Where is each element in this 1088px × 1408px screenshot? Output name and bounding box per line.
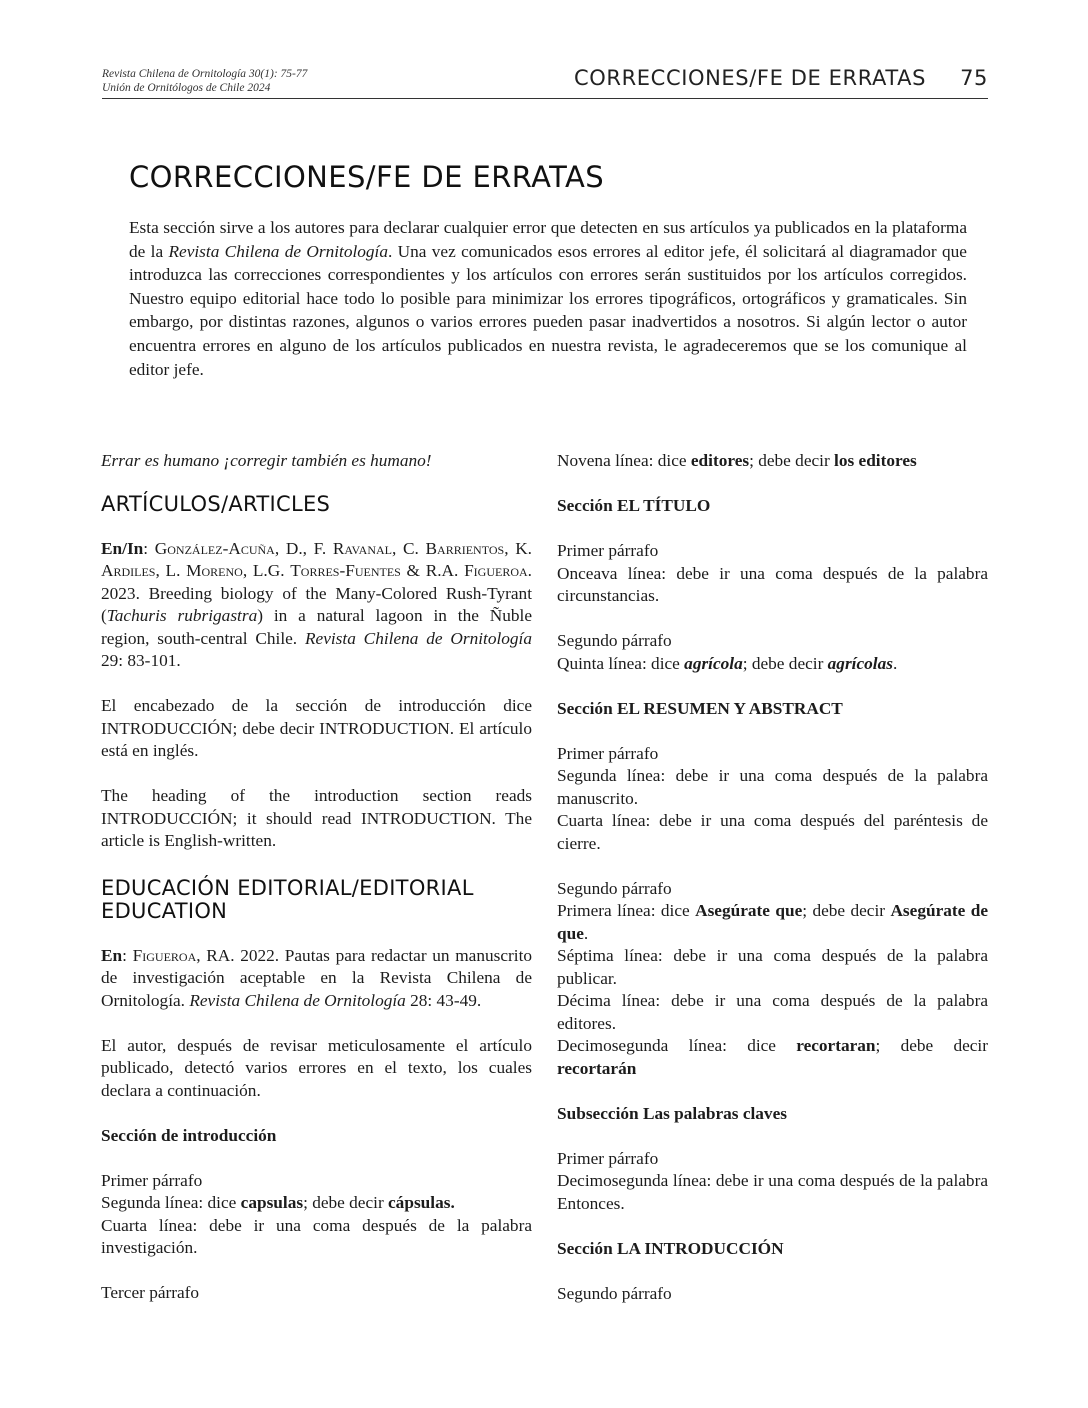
author-statement: El autor, después de revisar meticulosamente el artículo publicado, detectó varios errores en el texto, los cuales declara a continuación. bbox=[101, 1035, 532, 1100]
subheading-palabras-claves bbox=[557, 1103, 988, 1126]
correction-line: Séptima línea: debe ir una coma después de la palabra publicar. bbox=[557, 946, 988, 988]
section-heading-editorial-education: EDUCACIÓN EDITORIAL/EDITORIAL EDUCATION bbox=[101, 875, 474, 923]
running-title: CORRECCIONES/FE DE ERRATAS bbox=[574, 66, 927, 90]
correction-line bbox=[557, 1035, 988, 1080]
subheading-text: Sección EL TÍTULO bbox=[557, 496, 711, 515]
ref-text: , L. bbox=[155, 561, 187, 580]
publisher-line: Unión de Ornitólogos de Chile 2024 bbox=[102, 82, 271, 94]
ref-species: Tachuris rubrigastra bbox=[106, 606, 258, 625]
correction-text: ; debe decir bbox=[875, 1036, 988, 1055]
ref-author: Figueroa bbox=[464, 561, 528, 580]
ref-text: , L.G. bbox=[242, 561, 291, 580]
ref-text: . 2023. Breeding biology of the Many-Colored Rush-Tyrant ( bbox=[101, 561, 532, 625]
correction-wrong: agrícola bbox=[684, 653, 743, 673]
running-header-title bbox=[574, 66, 988, 90]
ref-journal: Revista Chilena de Ornitología bbox=[189, 990, 406, 1010]
correction-line bbox=[557, 653, 988, 676]
right-column bbox=[557, 450, 988, 1305]
subheading-resumen bbox=[557, 698, 988, 721]
correction-wrong: recortaran bbox=[796, 1036, 876, 1055]
paragraph-label: Tercer párrafo bbox=[101, 1283, 200, 1302]
paragraph-label: Primer párrafo bbox=[557, 541, 659, 560]
correction-line bbox=[557, 450, 988, 473]
correction-right: los editores bbox=[834, 451, 917, 470]
correction-line: Cuarta línea: debe ir una coma después de la palabra investigación. bbox=[101, 1215, 532, 1257]
subheading-text: Subsección Las palabras claves bbox=[557, 1103, 787, 1123]
ref-author: Moreno bbox=[186, 561, 243, 580]
ref-author: González-Acuña bbox=[154, 538, 275, 558]
intro-journal-name: Revista Chilena de Ornitología bbox=[168, 241, 388, 261]
paragraph-label: Primer párrafo bbox=[557, 1148, 659, 1168]
correction-text: . bbox=[892, 653, 898, 673]
correction-spanish: El encabezado de la sección de introducción dice INTRODUCCIÓN; debe decir INTRODUCTION. El artículo está en inglés. bbox=[101, 696, 532, 760]
ref-journal: Revista Chilena de Ornitología bbox=[304, 628, 532, 648]
correction-line bbox=[101, 1192, 532, 1215]
ref-text: : bbox=[143, 538, 155, 558]
subheading-text: Sección LA INTRODUCCIÓN bbox=[557, 1238, 784, 1258]
intro-text-2: . Una vez comunicados esos errores al editor jefe, él solicitará al diagramador que introduzca las correcciones correspondientes y los artículos con errores serán sustituidos por los artículos corregidos. Nuestro equipo editorial hace todo lo posible para minimizar los errores tipográficos, ortográficos y gramaticales. Sin embargo, por distintas razones, algunos o varios errores pueden pasar inadvertidos a nosotros. Si algún lector o autor encuentra errores en alguno de los artículos publicados en nuestra revista, le agradeceremos que se los comunique al editor jefe. bbox=[129, 241, 967, 379]
correction-wrong: capsulas bbox=[240, 1193, 304, 1212]
paragraph-label: Segundo párrafo bbox=[557, 878, 672, 898]
journal-line: Revista Chilena de Ornitología 30(1): 75-77 bbox=[102, 68, 308, 80]
ref-label: En/In bbox=[101, 538, 144, 558]
ref-text: 28: 43-49. bbox=[405, 990, 482, 1010]
motto-text: Errar es humano ¡corregir también es humano! bbox=[101, 451, 432, 470]
subheading-text: Sección de introducción bbox=[101, 1125, 277, 1145]
correction-line: Segunda línea: debe ir una coma después de la palabra manuscrito. bbox=[557, 766, 988, 808]
correction-wrong: editores bbox=[690, 451, 750, 470]
correction-english: The heading of the introduction section reads INTRODUCCIÓN; it should read INTRODUCTION. The article is English-written. bbox=[101, 786, 532, 850]
paragraph-label: Segundo párrafo bbox=[557, 1283, 672, 1303]
correction-text: Novena línea: dice bbox=[557, 451, 691, 470]
paragraph-label: Primer párrafo bbox=[557, 743, 659, 763]
correction-text: ; debe decir bbox=[802, 901, 891, 920]
correction-line bbox=[557, 900, 988, 945]
correction-text: ; debe decir bbox=[303, 1193, 389, 1212]
correction-line: Onceava línea: debe ir una coma después de la palabra circunstancias. bbox=[557, 563, 988, 605]
correction-text: ; debe decir bbox=[749, 451, 835, 470]
ref-text: & R.A. bbox=[400, 561, 465, 580]
ref-label: En bbox=[101, 945, 123, 965]
correction-text: ; debe decir bbox=[742, 653, 828, 673]
ref-text: , K. bbox=[504, 538, 532, 558]
subheading-text: Sección EL RESUMEN Y ABSTRACT bbox=[557, 698, 843, 718]
correction-text: Decimosegunda línea: dice bbox=[557, 1036, 797, 1055]
correction-line: Cuarta línea: debe ir una coma después del paréntesis de cierre. bbox=[557, 811, 988, 853]
ref-text: : bbox=[122, 945, 133, 965]
section-heading-articles: ARTÍCULOS/ARTICLES bbox=[101, 491, 331, 516]
correction-right: cápsulas. bbox=[388, 1193, 455, 1212]
correction-line: Décima línea: debe ir una coma después de la palabra editores. bbox=[557, 991, 988, 1033]
correction-wrong: Asegúrate que bbox=[695, 901, 803, 920]
subheading-introduccion-section bbox=[557, 1238, 988, 1261]
subheading-titulo bbox=[557, 495, 988, 518]
left-column bbox=[101, 450, 532, 1305]
intro-paragraph bbox=[129, 216, 967, 381]
page-title: CORRECCIONES/FE DE ERRATAS bbox=[129, 160, 605, 194]
article-reference-1 bbox=[101, 538, 532, 673]
correction-text: Segunda línea: dice bbox=[101, 1193, 241, 1212]
ref-author: Barrientos bbox=[425, 538, 505, 558]
correction-text: Primera línea: dice bbox=[557, 901, 696, 920]
header-rule bbox=[102, 98, 988, 99]
correction-line: Decimosegunda línea: debe ir una coma después de la palabra Entonces. bbox=[557, 1171, 988, 1213]
page-number: 75 bbox=[960, 66, 988, 90]
paragraph-label: Primer párrafo bbox=[101, 1170, 203, 1190]
ref-text: 29: 83-101. bbox=[101, 651, 181, 670]
correction-text: . bbox=[583, 923, 589, 943]
ref-text: , C. bbox=[391, 538, 426, 558]
ref-text: , RA. 2022. Pautas para redactar un manuscrito de investigación aceptable en la Revista Chilena de Ornitología. bbox=[101, 945, 533, 1010]
ref-author: Ardiles bbox=[101, 561, 156, 580]
correction-right: agrícolas bbox=[827, 653, 893, 673]
ref-author: Figueroa bbox=[132, 945, 197, 965]
ref-author: Torres-Fuentes bbox=[290, 561, 401, 580]
paragraph-label: Segundo párrafo bbox=[557, 631, 672, 650]
intro-text-1: Esta sección sirve a los autores para declarar cualquier error que detecten en sus artículos ya publicados en la plataforma de la bbox=[129, 218, 967, 261]
article-reference-2 bbox=[101, 945, 532, 1013]
running-header-citation bbox=[102, 67, 307, 95]
subheading-introduccion bbox=[101, 1125, 532, 1148]
ref-author: Ravanal bbox=[332, 538, 392, 558]
correction-text: Quinta línea: dice bbox=[557, 653, 685, 673]
ref-text: , D., F. bbox=[274, 538, 333, 558]
correction-right: Asegúrate de que bbox=[557, 901, 989, 943]
correction-right: recortarán bbox=[557, 1058, 637, 1078]
motto bbox=[101, 450, 532, 473]
ref-text: ) in a natural lagoon in the Ñuble region, south-central Chile. bbox=[101, 606, 532, 648]
